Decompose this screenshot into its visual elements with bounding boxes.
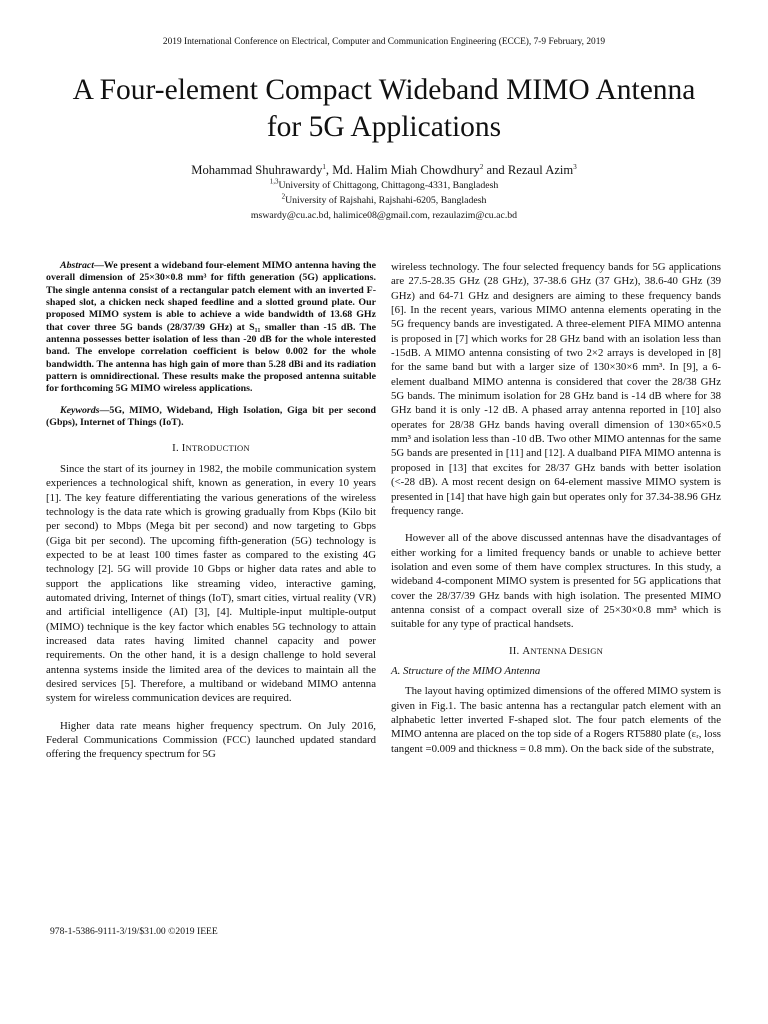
keywords [46, 405, 376, 430]
body-paragraph-continued: wireless technology. The four selected frequency bands for 5G applications are 27.5-28.35 GHz (28 GHz), 37-38.6 GHz (37 GHz), 38.6-40 GHz (39 GHz) and 64-71 GHz and designers are aiming to these frequency bands [6]. In the recent years, various MIMO antenna elements operating in the 5G frequency bands are investigated. A three-element PIFA MIMO antenna is proposed in [7] which works for 28 GHz band with an isolation less than -15dB. A MIMO antenna consisting of two 2×2 arrays is developed in [8] for the same band but with a larger size of 130×30×6 mm³. In [9], a 6-element dualband MIMO antenna is considered that cover the 28/38 GHz 5G bands. The minimum isolation for 28 GHz band is -14 dB where for 38 GHz band it is only -12 dB. A phased array antenna reported in [10] also operates for 28/38 GHz bands having overall dimension of 130×65×0.5 mm³ and isolation less than -10 dB. Two other MIMO antennas for the same 5G bands are presented in [11] and [12]. A dualband PIFA MIMO antenna is proposed in [13] that excites for 28/37 GHz bands with better isolation (<-28 dB). A most recent design on 64-element massive MIMO system is presented in [14] that have high gain but operates only for 37.34-38.96 GHz frequency range. [391, 261, 721, 517]
abstract [46, 260, 376, 396]
intro-paragraph-2: Higher data rate means higher frequency spectrum. On July 2016, Federal Communications Commission (FCC) launched updated standard offering the frequency spectrum for 5G [46, 719, 376, 761]
section-rest: NTENNA [530, 645, 569, 656]
left-column [46, 260, 376, 762]
section-number: I. [172, 442, 179, 455]
body-paragraph-motivation: However all of the above discussed antennas have the disadvantages of either working for a limited frequency bands or unable to achieve better isolation and even some of them have complex structures. In this study, a wideband 4-component MIMO system is presented for 5G applications that cover the 28/37/39 GHz bands with high isolation. The presented MIMO antenna consist of a compact overall size of 25×30×0.8 mm³ which is suitable for any type of practical handsets. [391, 532, 721, 631]
intro-paragraph-1: Since the start of its journey in 1982, the mobile communication system experiences a technological shift, known as generation, in every 10 years [1]. The key feature differentiating the various generations of the wireless technology is the data rate which is growing gradually from Kbps (Kilo bit per second) to Mbps (Mega bit per second) and now targeting to Gbps (Giga bit per second). The upcoming fifth-generation (5G) technology is expected to be at least 100 times faster as compared to the existing 4G technology [2]. 5G will provide 10 Gbps or higher data rates and able to support the applications like streaming video, interactive gaming, automated driving, Internet of things (IoT), smart cities, virtual reality (VR) and artificial intelligence (AI) [3], [4]. Multiple-input multiple-output (MIMO) technique is the key factor which enables 5G technology to attain increased data rates having limited channel capacity and power requirements. On the other hand, it is a design challenge to hold several antenna systems inside the limited area of the devices to maintain all the desired services [5]. Therefore, a multiband or wideband MIMO antenna system for wireless communication devices are required. [46, 462, 376, 705]
section-initial: A [522, 644, 531, 657]
author-list [0, 162, 768, 178]
affiliation-1 [0, 179, 768, 192]
section-heading-introduction [46, 441, 376, 455]
author-sup: 3 [573, 162, 577, 171]
section-initial: D [568, 644, 577, 657]
affiliation-sup: 1,3 [269, 177, 279, 186]
author-sup: 1 [322, 162, 326, 171]
design-paragraph-1: The layout having optimized dimensions of the offered MIMO system is given in Fig.1. The basic antenna has a rectangular patch element with an alphabetic letter inverted F-shaped slot. The four patch elements of the MIMO antenna are placed on the top side of a Rogers RT5880 plate (εᵣ, loss tangent =0.009 and thickness = 0.8 mm). On the back side of the substrate, [391, 685, 721, 755]
section-heading-antenna-design [391, 644, 721, 658]
affiliation-text: University of Chittagong, Chittagong-4331, Bangladesh [278, 180, 499, 191]
right-column [391, 260, 721, 756]
author-separator: and [483, 163, 508, 177]
conference-header: 2019 International Conference on Electrical, Computer and Communication Engineering (ECCE), 7-9 February, 2019 [162, 37, 606, 47]
section-rest: ESIGN [576, 645, 604, 656]
author-name: Mohammad Shuhrawardy [191, 163, 323, 177]
author-name: Rezaul Azim [507, 163, 574, 177]
author-sup: 2 [479, 162, 484, 171]
author-name: Md. Halim Miah Chowdhury [332, 163, 480, 177]
abstract-label: Abstract [60, 260, 95, 271]
title-line-1: A Four-element Compact Wideband MIMO Antenna [72, 74, 696, 106]
paper-title [30, 72, 738, 146]
section-initial: I [181, 442, 186, 455]
abstract-text: —We present a wideband four-element MIMO antenna having the overall dimension of 25×30×0.8 mm³ for fifth generation (5G) applications. The single antenna consist of a rectangular patch element with an inverted F-shaped slot, a chicken neck shaped feedline and a slotted ground plate. Our proposed MIMO system is able to achieve a wide bandwidth of 13.68 GHz that cover three 5G bands (28/37/39 GHz) at S₁₁ smaller than -15 dB. The antenna possesses better isolation of less than -20 dB for the whole interested band. The envelope correlation coefficient is below 0.002 for the whole bandwidth. The antenna has high gain of more than 5.28 dBi and its radiation pattern is omnidirectional. These results make the proposed antenna suitable for forthcoming 5G MIMO wireless applications. [46, 260, 376, 395]
affiliation-sup: 2 [281, 192, 286, 201]
subsection-heading-structure: A. Structure of the MIMO Antenna [391, 664, 541, 677]
author-emails: mswardy@cu.ac.bd, halimice08@gmail.com, rezaulazim@cu.ac.bd [250, 210, 518, 221]
affiliation-2 [0, 194, 768, 207]
title-line-2: for 5G Applications [266, 111, 502, 143]
author-separator: , [325, 163, 333, 177]
section-rest: NTRODUCTION [185, 443, 250, 454]
section-number: II. [508, 644, 520, 657]
copyright-footer: 978-1-5386-9111-3/19/$31.00 ©2019 IEEE [50, 926, 218, 937]
affiliation-text: University of Rajshahi, Rajshahi-6205, Bangladesh [285, 195, 487, 206]
keywords-text: —5G, MIMO, Wideband, High Isolation, Giga bit per second (Gbps), Internet of Things (IoT). [46, 404, 376, 429]
keywords-label: Keywords [60, 404, 100, 416]
